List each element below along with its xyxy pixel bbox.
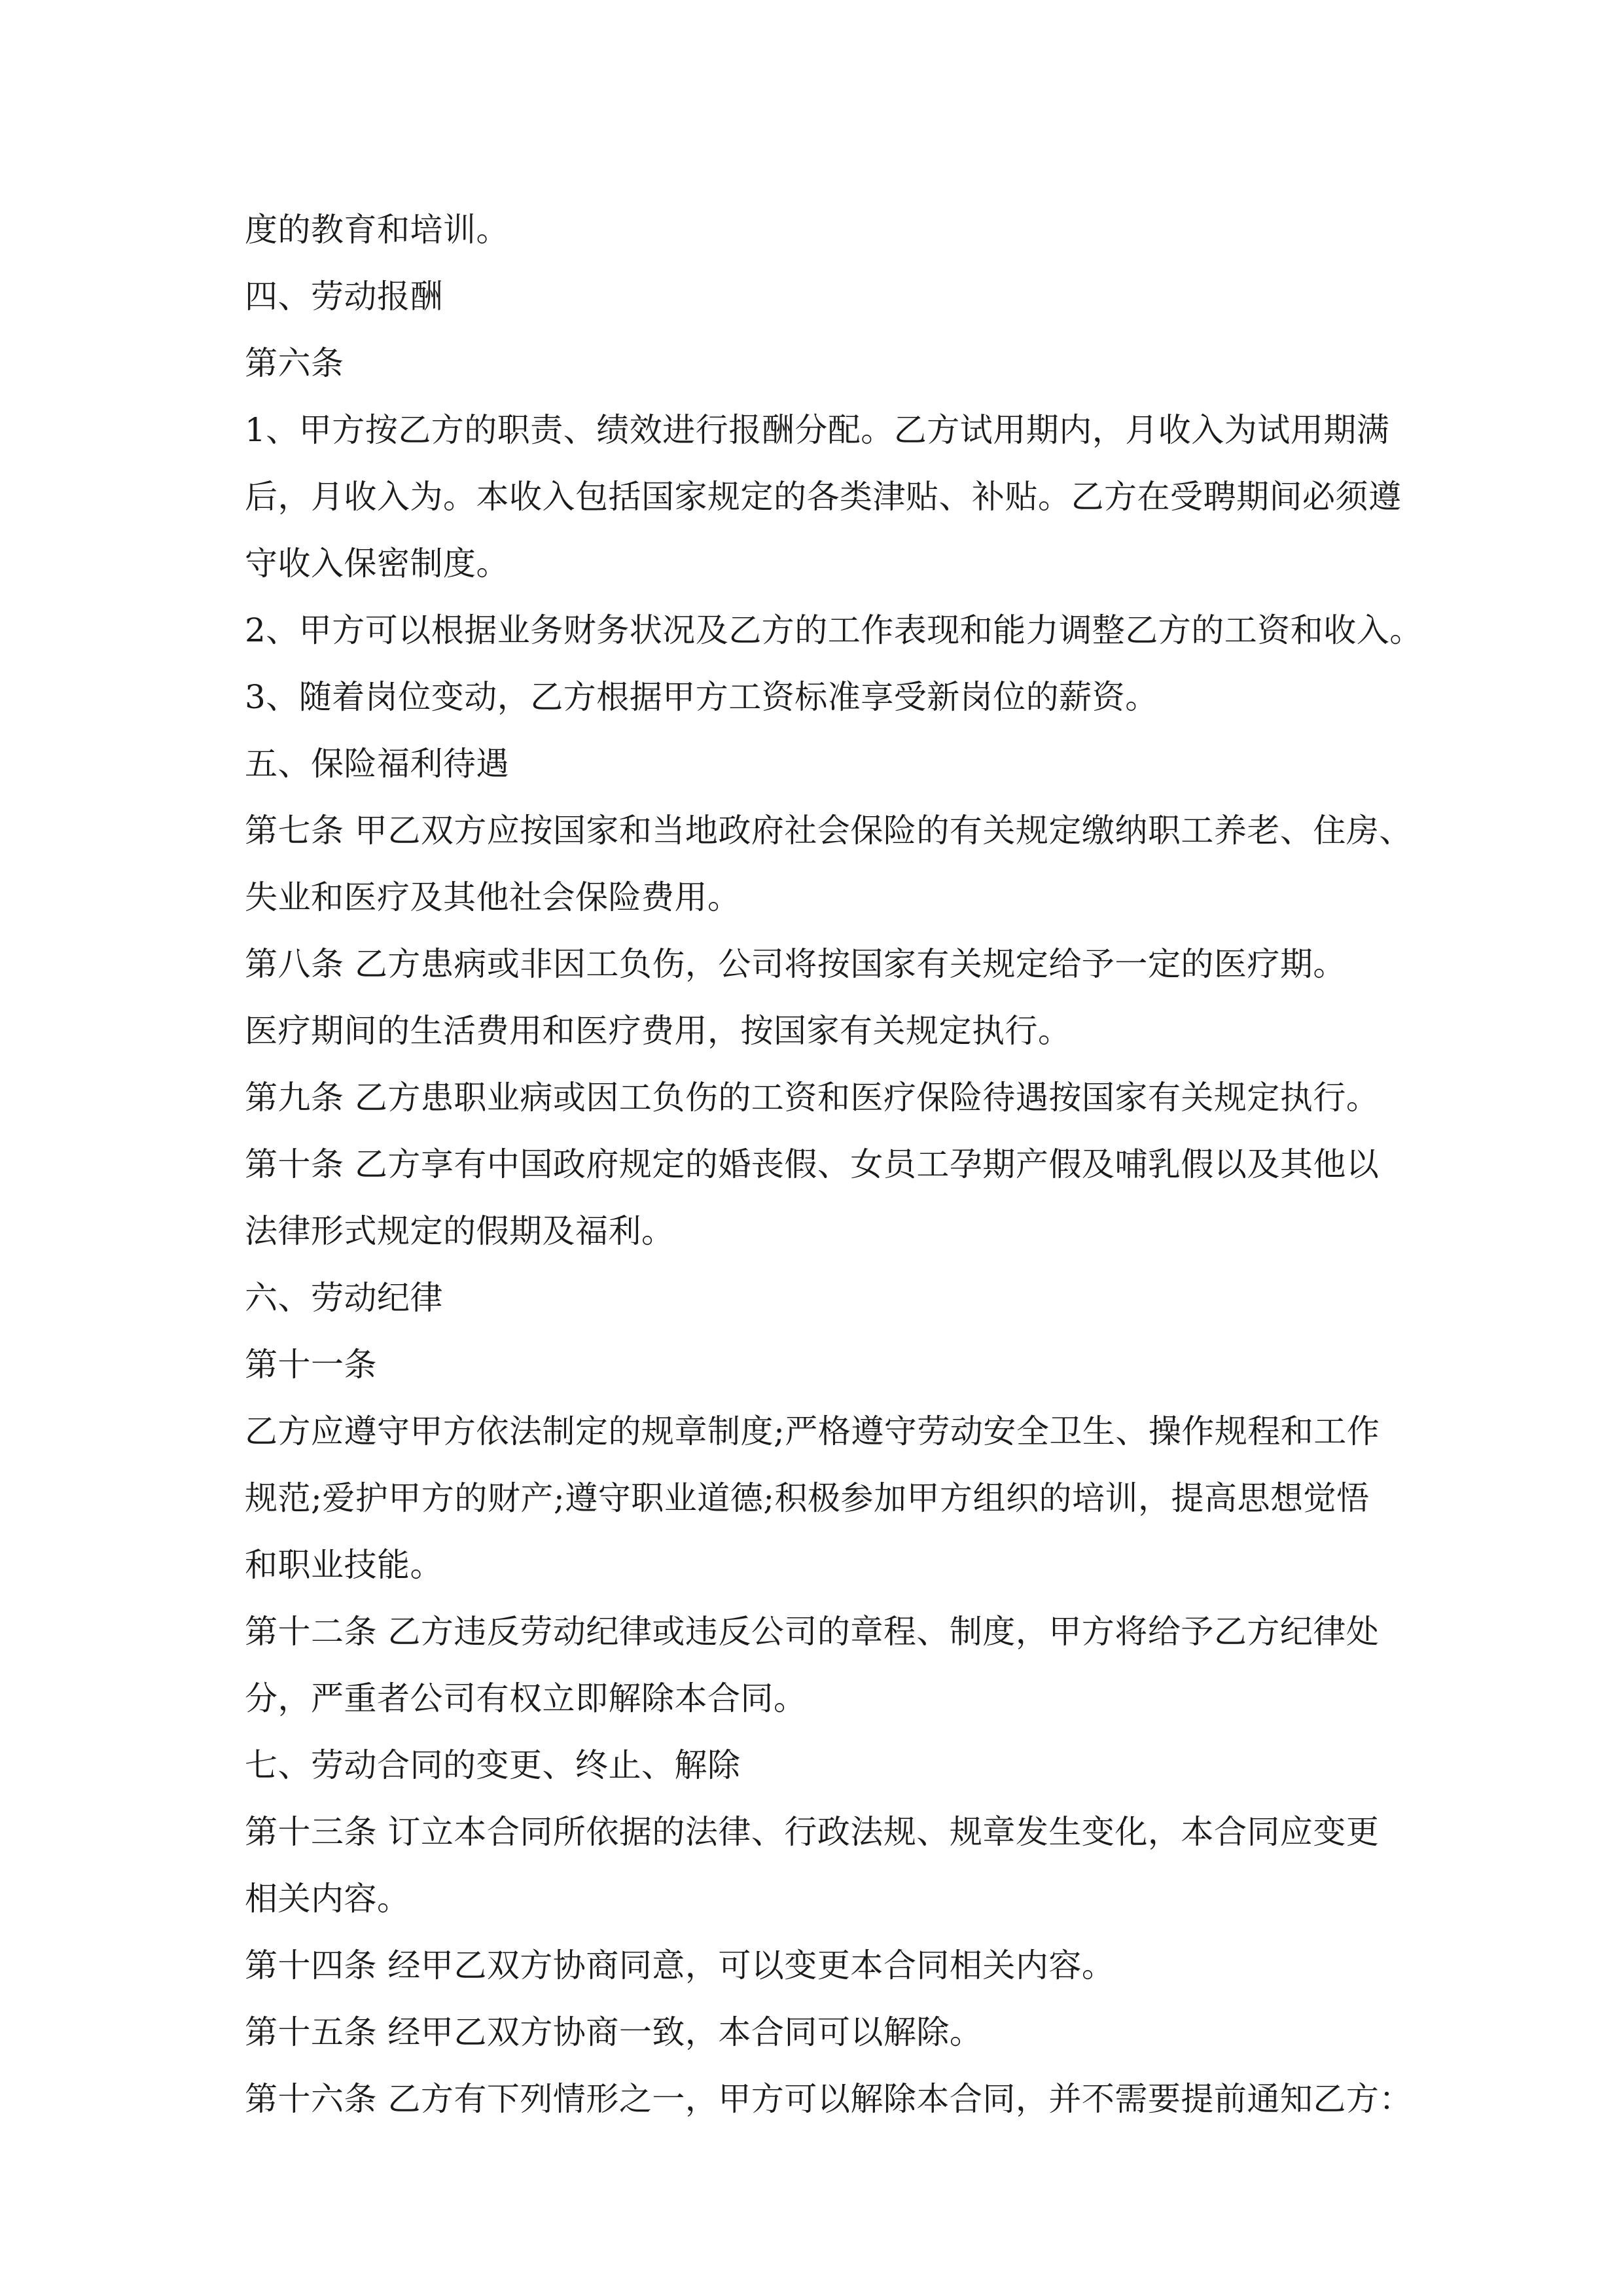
text-line: 规范;爱护甲方的财产;遵守职业道德;积极参加甲方组织的培训，提高思想觉悟 bbox=[245, 1479, 1370, 1517]
text-line: 相关内容。 bbox=[245, 1880, 410, 1918]
text-line: 分，严重者公司有权立即解除本合同。 bbox=[245, 1679, 807, 1717]
section-heading: 五、保险福利待遇 bbox=[245, 745, 509, 783]
text-line: 度的教育和培训。 bbox=[245, 211, 509, 249]
text-line: 第九条 乙方患职业病或因工负伤的工资和医疗保险待遇按国家有关规定执行。 bbox=[245, 1079, 1380, 1117]
text-line: 和职业技能。 bbox=[245, 1546, 443, 1584]
article-heading: 第十一条 bbox=[245, 1346, 377, 1384]
text-line: 第十三条 订立本合同所依据的法律、行政法规、规章发生变化，本合同应变更 bbox=[245, 1813, 1380, 1851]
text-line: 2、甲方可以根据业务财务状况及乙方的工作表现和能力调整乙方的工资和收入。 bbox=[245, 611, 1423, 649]
text-line: 第七条 甲乙双方应按国家和当地政府社会保险的有关规定缴纳职工养老、住房、 bbox=[245, 812, 1412, 850]
text-line: 后，月收入为。本收入包括国家规定的各类津贴、补贴。乙方在受聘期间必须遵 bbox=[245, 478, 1402, 516]
text-line: 医疗期间的生活费用和医疗费用，按国家有关规定执行。 bbox=[245, 1012, 1071, 1050]
text-line: 第十四条 经甲乙双方协商同意，可以变更本合同相关内容。 bbox=[245, 1946, 1115, 1984]
text-line: 第十二条 乙方违反劳动纪律或违反公司的章程、制度，甲方将给予乙方纪律处 bbox=[245, 1613, 1380, 1651]
section-heading: 四、劳动报酬 bbox=[245, 278, 443, 315]
text-line: 法律形式规定的假期及福利。 bbox=[245, 1212, 675, 1250]
text-line: 守收入保密制度。 bbox=[245, 545, 509, 583]
section-heading: 六、劳动纪律 bbox=[245, 1279, 443, 1317]
section-heading: 七、劳动合同的变更、终止、解除 bbox=[245, 1746, 741, 1784]
text-line: 第十六条 乙方有下列情形之一，甲方可以解除本合同，并不需要提前通知乙方： bbox=[245, 2080, 1412, 2118]
text-line: 3、随着岗位变动，乙方根据甲方工资标准享受新岗位的薪资。 bbox=[245, 678, 1158, 716]
article-heading: 第六条 bbox=[245, 344, 344, 382]
text-line: 第十五条 经甲乙双方协商一致，本合同可以解除。 bbox=[245, 2013, 983, 2051]
text-line: 乙方应遵守甲方依法制定的规章制度;严格遵守劳动安全卫生、操作规程和工作 bbox=[245, 1412, 1380, 1450]
text-line: 1、甲方按乙方的职责、绩效进行报酬分配。乙方试用期内，月收入为试用期满 bbox=[245, 411, 1390, 449]
text-line: 失业和医疗及其他社会保险费用。 bbox=[245, 878, 741, 916]
text-line: 第八条 乙方患病或非因工负伤，公司将按国家有关规定给予一定的医疗期。 bbox=[245, 945, 1346, 983]
document-body bbox=[245, 196, 1423, 2132]
text-line: 第十条 乙方享有中国政府规定的婚丧假、女员工孕期产假及哺乳假以及其他以 bbox=[245, 1145, 1380, 1183]
